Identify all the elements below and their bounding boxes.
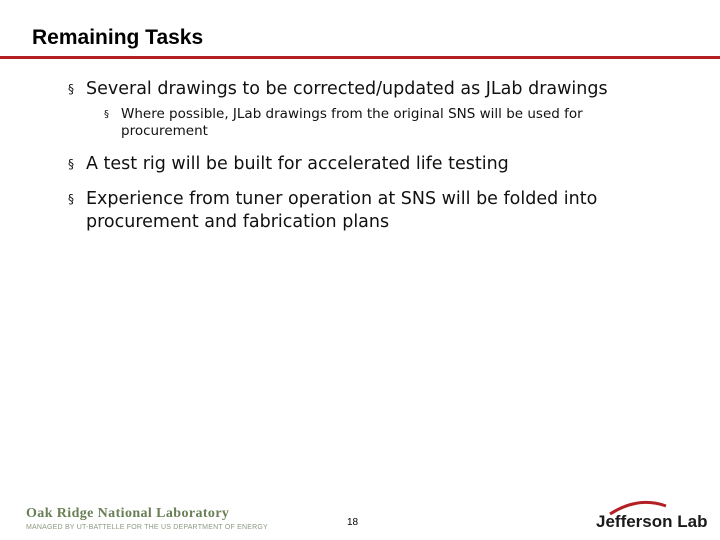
bullet-text: A test rig will be built for accelerated life testing (86, 154, 509, 174)
bullet-item (68, 188, 668, 234)
bullet-text: Experience from tuner operation at SNS will be folded into procurement and fabrication plans (86, 189, 598, 232)
sub-bullet-text: Where possible, JLab drawings from the original SNS will be used for procurement (121, 106, 583, 139)
bullet-marker: § (68, 157, 74, 171)
slide-title: Remaining Tasks (32, 26, 204, 49)
bullet-item (68, 78, 668, 101)
jlab-logo (596, 512, 707, 532)
sub-bullet-item (104, 106, 644, 140)
sub-bullet-marker: § (104, 109, 109, 120)
page-number: 18 (347, 517, 359, 528)
ornl-logo-subtext: MANAGED BY UT-BATTELLE FOR THE US DEPARTMENT OF ENERGY (26, 524, 268, 531)
title-divider (0, 56, 720, 59)
bullet-marker: § (68, 82, 74, 96)
bullet-marker: § (68, 192, 74, 206)
bullet-text: Several drawings to be corrected/updated as JLab drawings (86, 79, 608, 99)
jlab-logo-text: Jefferson Lab (596, 512, 708, 531)
ornl-logo-text: Oak Ridge National Laboratory (26, 506, 230, 521)
bullet-item (68, 153, 668, 176)
ornl-logo (26, 506, 268, 531)
